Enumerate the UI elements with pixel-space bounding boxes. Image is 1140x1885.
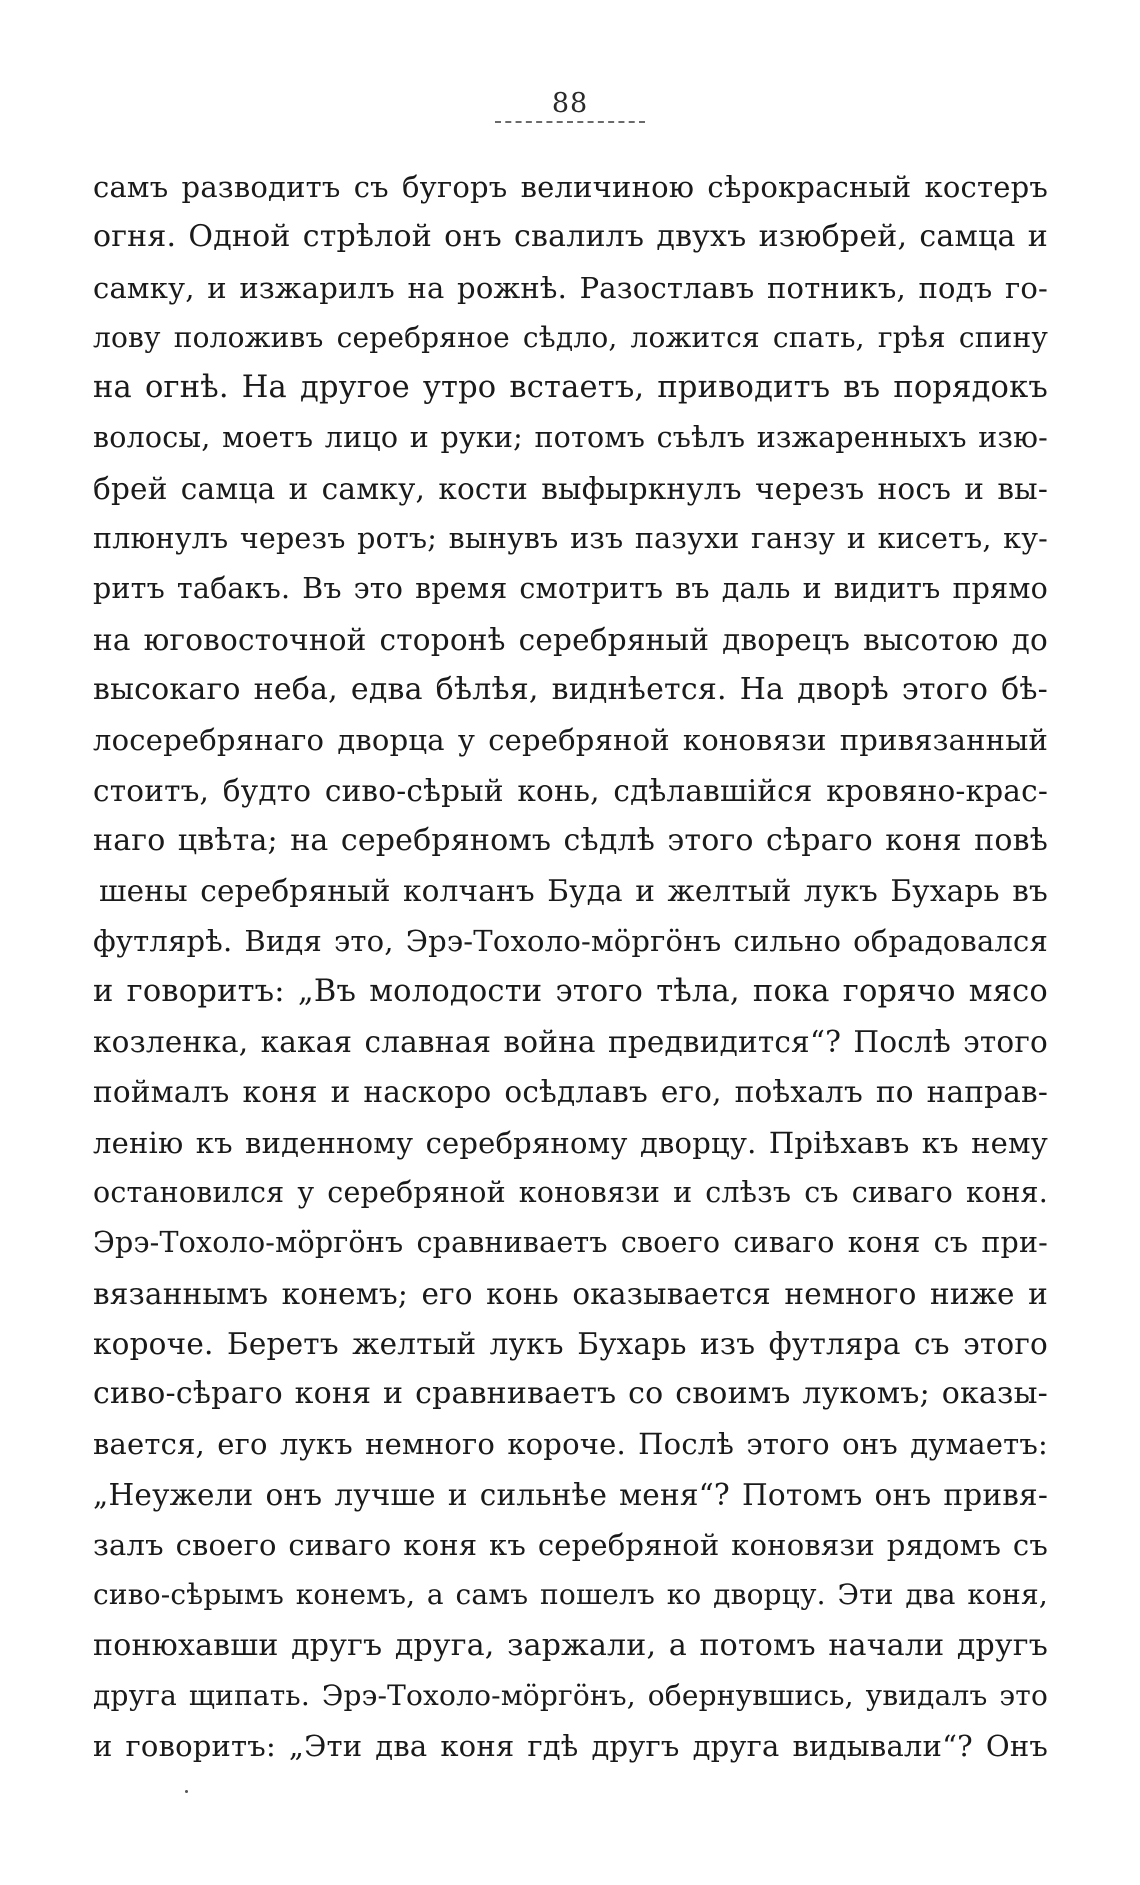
header-rule: [495, 121, 645, 123]
text-line: на огнѣ. На другое утро встаетъ, приводитъ въ порядокъ: [93, 370, 1048, 406]
text-line: короче. Беретъ желтый лукъ Бухарь изъ футляра съ этого: [93, 1326, 1048, 1361]
text-line: Эрэ-Тохоло-мöргöнъ сравниваетъ своего сиваго коня съ при-: [93, 1226, 1048, 1260]
text-line: и говоритъ: „Эти два коня гдѣ другъ друга видывали“? Онъ: [93, 1729, 1048, 1764]
text-line: сиво-сѣрымъ конемъ, а самъ пошелъ ко дворцу. Эти два коня,: [93, 1578, 1048, 1612]
text-line: стоитъ, будто сиво-сѣрый конь, сдѣлавшійся кровяно-крас-: [93, 773, 1048, 808]
text-line: остановился у серебряной коновязи и слѣзъ съ сиваго коня.: [93, 1175, 1048, 1209]
text-line: волосы, моетъ лицо и руки; потомъ съѣлъ изжаренныхъ изю-: [93, 421, 1048, 455]
text-line: сиво-сѣраго коня и сравниваетъ со своимъ лукомъ; оказы-: [93, 1376, 1048, 1412]
body-text: [93, 162, 1048, 1772]
text-line: наго цвѣта; на серебряномъ сѣдлѣ этого сѣраго коня повѣ: [93, 822, 1048, 858]
text-line: понюхавши другъ друга, заржали, а потомъ начали другъ: [93, 1627, 1048, 1663]
text-line: лосеребрянаго дворца у серебряной коновязи привязанный: [93, 723, 1048, 758]
scan-speck: [185, 1790, 188, 1793]
text-line: самку, и изжарилъ на рожнѣ. Разостлавъ потникъ, подъ го-: [93, 270, 1048, 305]
text-line: плюнулъ черезъ ротъ; вынувъ изъ пазухи ганзу и кисетъ, ку-: [93, 522, 1048, 556]
text-line: ленію къ виденному серебряному дворцу. Пріѣхавъ къ нему: [93, 1125, 1048, 1160]
text-line: на юговосточной сторонѣ серебряный дворецъ высотою до: [93, 622, 1048, 657]
text-line: самъ разводитъ съ бугоръ величиною сѣрокрасный костеръ: [93, 170, 1048, 204]
text-line: и говоритъ: „Въ молодости этого тѣла, пока горячо мясо: [93, 973, 1048, 1009]
text-line: залъ своего сиваго коня къ серебряной коновязи рядомъ съ: [93, 1528, 1048, 1563]
text-line: шены серебряный колчанъ Буда и желтый лукъ Бухарь въ: [99, 874, 1048, 909]
text-line: „Неужели онъ лучше и сильнѣе меня“? Потомъ онъ привя-: [93, 1477, 1048, 1512]
text-line: друга щипать. Эрэ-Тохоло-мöргöнъ, обернувшись, увидалъ это: [93, 1678, 1048, 1712]
text-line: огня. Одной стрѣлой онъ свалилъ двухъ изюбрей, самца и: [93, 219, 1048, 255]
text-line: футлярѣ. Видя это, Эрэ-Тохоло-мöргöнъ сильно обрадовался: [93, 924, 1048, 959]
text-line: брей самца и самку, кости выфыркнулъ черезъ носъ и вы-: [93, 471, 1048, 506]
text-line: ритъ табакъ. Въ это время смотритъ въ даль и видитъ прямо: [93, 572, 1048, 606]
page-number: 88: [551, 88, 589, 119]
text-line: поймалъ коня и наскоро осѣдлавъ его, поѣхалъ по направ-: [93, 1075, 1048, 1110]
text-line: вязаннымъ конемъ; его конь оказывается немного ниже и: [93, 1276, 1048, 1311]
text-line: лову положивъ серебряное сѣдло, ложится спать, грѣя спину: [93, 320, 1048, 354]
text-line: козленка, какая славная война предвидится“? Послѣ этого: [93, 1025, 1048, 1060]
text-line: вается, его лукъ немного короче. Послѣ этого онъ думаетъ:: [93, 1427, 1048, 1462]
text-line: высокаго неба, едва бѣлѣя, виднѣется. На дворѣ этого бѣ-: [93, 671, 1048, 707]
